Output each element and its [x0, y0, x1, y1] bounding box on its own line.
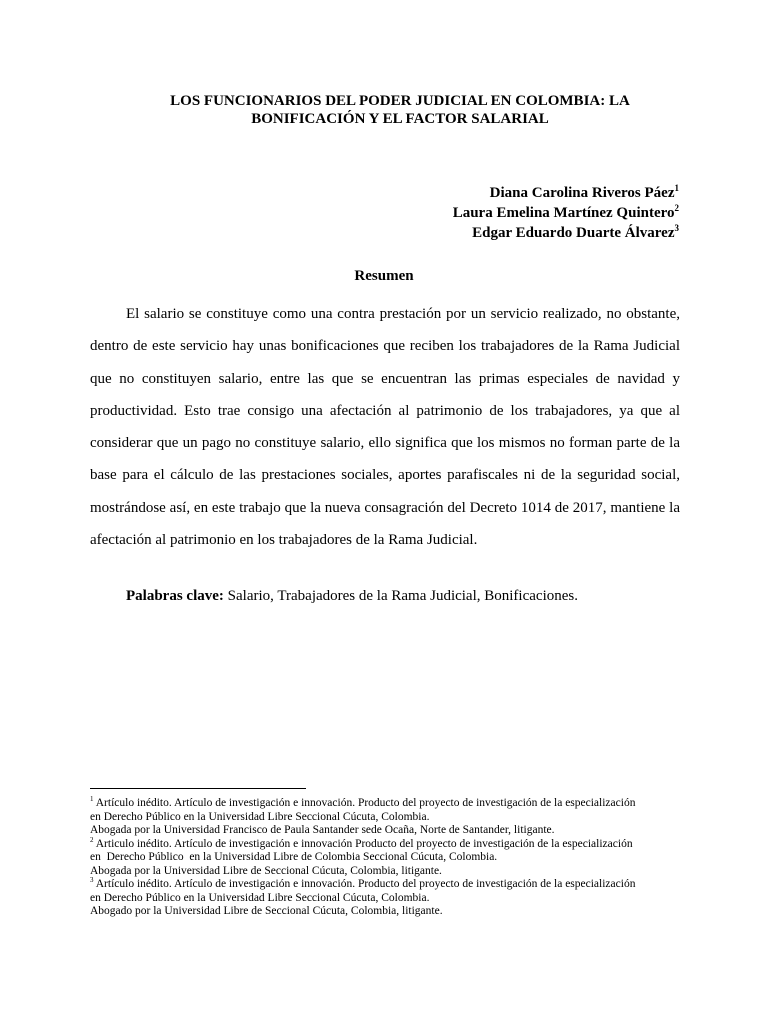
author-footnote-mark: 3: [674, 223, 679, 233]
author-footnote-mark: 2: [674, 203, 679, 213]
footnote-line: Articulo inédito. Artículo de investigación e innovación Producto del proyecto de investigación de la especialización: [93, 837, 633, 850]
footnote-line: Abogada por la Universidad Francisco de Paula Santander sede Ocaña, Norte de Santander, litigante.: [90, 824, 555, 836]
author: [453, 223, 679, 243]
keywords: [126, 588, 578, 605]
abstract-heading: Resumen: [354, 268, 414, 284]
author-name: Edgar Eduardo Duarte Álvarez: [472, 225, 675, 241]
paper-title: [90, 92, 710, 128]
footnote-mark: 2: [90, 835, 94, 844]
author-footnote-mark: 1: [674, 183, 679, 193]
author-name: Diana Carolina Riveros Páez: [489, 185, 675, 201]
footnote-mark: 1: [90, 795, 94, 804]
title-line-1: LOS FUNCIONARIOS DEL PODER JUDICIAL EN COLOMBIA: LA: [170, 93, 630, 109]
footnote-mark: 3: [90, 876, 94, 885]
footnote-line: Abogado por la Universidad Libre de Seccional Cúcuta, Colombia, litigante.: [90, 905, 443, 917]
author: [453, 183, 679, 203]
footnote-line: Artículo inédito. Artículo de investigación e innovación. Producto del proyecto de investigación de la especialización: [93, 797, 636, 809]
keywords-text: Salario, Trabajadores de la Rama Judicial, Bonificaciones.: [223, 588, 578, 604]
author-name: Laura Emelina Martínez Quintero: [452, 205, 675, 221]
footnote-separator: [90, 788, 306, 789]
footnote: [90, 835, 690, 879]
footnote: [90, 797, 690, 838]
keywords-label: Palabras clave:: [126, 588, 224, 604]
footnote-line: en Derecho Público en la Universidad Libre de Colombia Seccional Cúcuta, Colombia.: [90, 851, 498, 863]
footnotes: [90, 797, 690, 919]
footnote-line: Abogada por la Universidad Libre de Seccional Cúcuta, Colombia, litigante.: [90, 864, 442, 877]
footnote-line: Artículo inédito. Artículo de investigación e innovación. Producto del proyecto de investigación de la especialización: [93, 878, 636, 890]
abstract-body: El salario se constituye como una contra prestación por un servicio realizado, no obstante, dentro de este servicio hay unas bonificaciones que reciben los trabajadores de la Rama Judicial que no constituyen salario, entre las que se encuentran las primas especiales de navidad y productividad. Esto trae consigo una afectación al patrimonio de los trabajadores, ya que al considerar que un pago no constituye salario, ello significa que los mismos no forman parte de la base para el cálculo de las prestaciones sociales, aportes parafiscales ni de la seguridad social, mostrándose así, en este trabajo que la nueva consagración del Decreto 1014 de 2017, mantiene la afectación al patrimonio en los trabajadores de la Rama Judicial.: [90, 306, 680, 549]
author: [453, 203, 679, 223]
author-list: [453, 183, 679, 243]
footnote-line: en Derecho Público en la Universidad Libre Seccional Cúcuta, Colombia.: [90, 810, 430, 823]
title-line-2: BONIFICACIÓN Y EL FACTOR SALARIAL: [251, 111, 549, 127]
footnote-line: en Derecho Público en la Universidad Libre Seccional Cúcuta, Colombia.: [90, 891, 430, 904]
footnote: [90, 878, 690, 919]
